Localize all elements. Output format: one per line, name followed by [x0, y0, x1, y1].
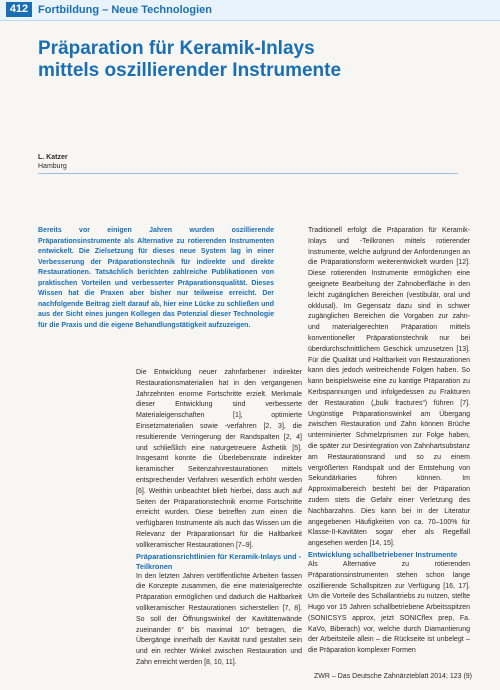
running-header: [0, 0, 500, 21]
subheading-preparation-guidelines: Präparationsrichtlinien für Keramik-Inlays und -Teilkronen: [136, 551, 302, 571]
guidelines-paragraph: In den letzten Jahren veröffentlichte Arbeiten fassen die Konzepte zusammen, die eine materialgerechte Präparation ermöglichen und dadurch die Haltbarkeit vollkeramischer Restaurationen sicherstellen [7, 8]. So soll der Öffnungswinkel der Kavitätenwände zueinander 6° bis maximal 10° betragen, die Übergänge innerhalb der Kavität rund gestaltet sein und ein rechter Winkel zwischen Restauration und Zahn erreicht werden [8, 10, 11].: [136, 572, 302, 666]
sonic-paragraph: Als Alternative zu rotierenden Präparationsinstrumenten stehen schon lange oszillierende Schallspitzen zur Verfügung [16, 17]. Um die Vorteile des Schallantriebs zu nutzen, stellte Hugo vor 15 Jahren schallbetriebene Arbeitsspitzen (SONICSYS approx, jetzt SONICflex prep, Fa. KaVo, Biberach) vor, welche durch Diamantierung der Arbeitsteile allein – die Rückseite ist unbelegt – die Präparation komplexer Formen: [308, 560, 470, 655]
title-line-1: Präparation für Keramik-Inlays: [38, 38, 315, 59]
page-number: 412: [6, 2, 32, 17]
section-label: Fortbildung – Neue Technologien: [38, 4, 212, 16]
author-name: L. Katzer: [38, 154, 68, 161]
traditional-paragraph: Traditionell erfolgt die Präparation für Keramik-Inlays und -Teilkronen mittels rotierender Instrumente, welche aufgrund der Anforderungen an die Präparationsform weiterentwickelt wurden [12]. Diese rotierenden Instrumente ermöglichen eine geeignete Bearbeitung der Zahnoberfläche in den leicht zugänglichen Bereichen (vestibulär, oral und okklusal). Im Gegensatz dazu sind in schwer zugänglichen Bereichen die Vorgaben zur zahn- und materialgerechten Präparation mittels konventioneller Präparationstechnik nur bei überdurchschnittlichem Geschick umzusetzen [13]. Für die Qualität und Haltbarkeit von Restaurationen kann dies jedoch weitreichende Folgen haben. So kann beispielsweise eine zu kantige Präparation zu Kerbspannungen und infolgedessen zu Frakturen der Restauration („bulk fractures“) führen [7]. Ungünstige Präparationswinkel am Übergang zwischen Restauration und Zahn können Brüche unterminierter Schmelzprismen zur Folge haben, die später zur Desintegration von Zahnhartsubstanz am Restaurationsrand und so zu einem vergrößerten Randspalt und der Entstehung von Sekundärkaries führen können. Im Approximalbereich besteht bei der Präparation zudem stets die Gefahr einer Verletzung des Nachbarzahns. Dies kann bei in der Literatur angegebenen Häufigkeiten von ca. 70–100% für Klasse-II-Kavitäten sogar eher als Regelfall angesehen werden [14, 15].: [308, 227, 470, 548]
title-line-2: mittels oszillierender Instrumente: [38, 60, 342, 81]
subheading-sonic-instruments: Entwicklung schallbetriebener Instrumente: [308, 549, 458, 559]
body-column-right: [308, 226, 470, 657]
author-city: Hamburg: [38, 163, 67, 170]
page-footer: ZWR – Das Deutsche Zahnärzteblatt 2014; 123 (9): [314, 673, 472, 680]
divider: [38, 173, 458, 174]
article-title: [38, 38, 458, 82]
author-block: [38, 153, 68, 171]
abstract: Bereits vor einigen Jahren wurden oszillierende Präparationsinstrumente als Alternative zu rotierenden Instrumenten entwickelt. Die Zielsetzung für dieses neue System lag in einer Verbesserung der Präparationstechnik für indirekte und direkte Restaurationen. Tatsächlich berichten zahlreiche Publikationen von praktischen Vorteilen und verbesserter Präparationsqualität. Dieses Wissen hat die Praxen aber bisher nur teilweise erreicht. Der nachfolgende Beitrag zielt darauf ab, hier eine Lücke zu schließen und aus der Sicht eines jungen Kollegen das Potenzial dieser Technologie für die Praxis und die eigene Behandlungstätigkeit aufzuzeigen.: [38, 227, 274, 329]
body-column-middle: [136, 368, 302, 669]
intro-paragraph: Die Entwicklung neuer zahnfarbener indirekter Restaurationsmaterialien hat in den vergangenen Jahrzehnten enorme Fortschritte erzielt. Merkmale dieser Entwicklung sind verbesserte Materialeigenschaften [1], optimierte Einsetzmaterialien sowie -verfahren [2, 3], die resultierende Verringerung der Randspalten [2, 4] und schließlich eine naturgetreuere Ästhetik [5]. Insgesamt konnte die Überlebensrate indirekter keramischer Seitenzahnrestaurationen mittels entsprechender Verfahren wesentlich erhöht werden [6]. Weithin unbeachtet blieb hierbei, dass auch auf Seiten der Präparationstechnik enorme Fortschritte erreicht wurden. Diese betreffen zum einen die verfügbaren Instrumente als auch das Wissen um die Relevanz der Präparationsart für die Haltbarkeit vollkeramischer Restaurationen [7–9].: [136, 369, 302, 549]
